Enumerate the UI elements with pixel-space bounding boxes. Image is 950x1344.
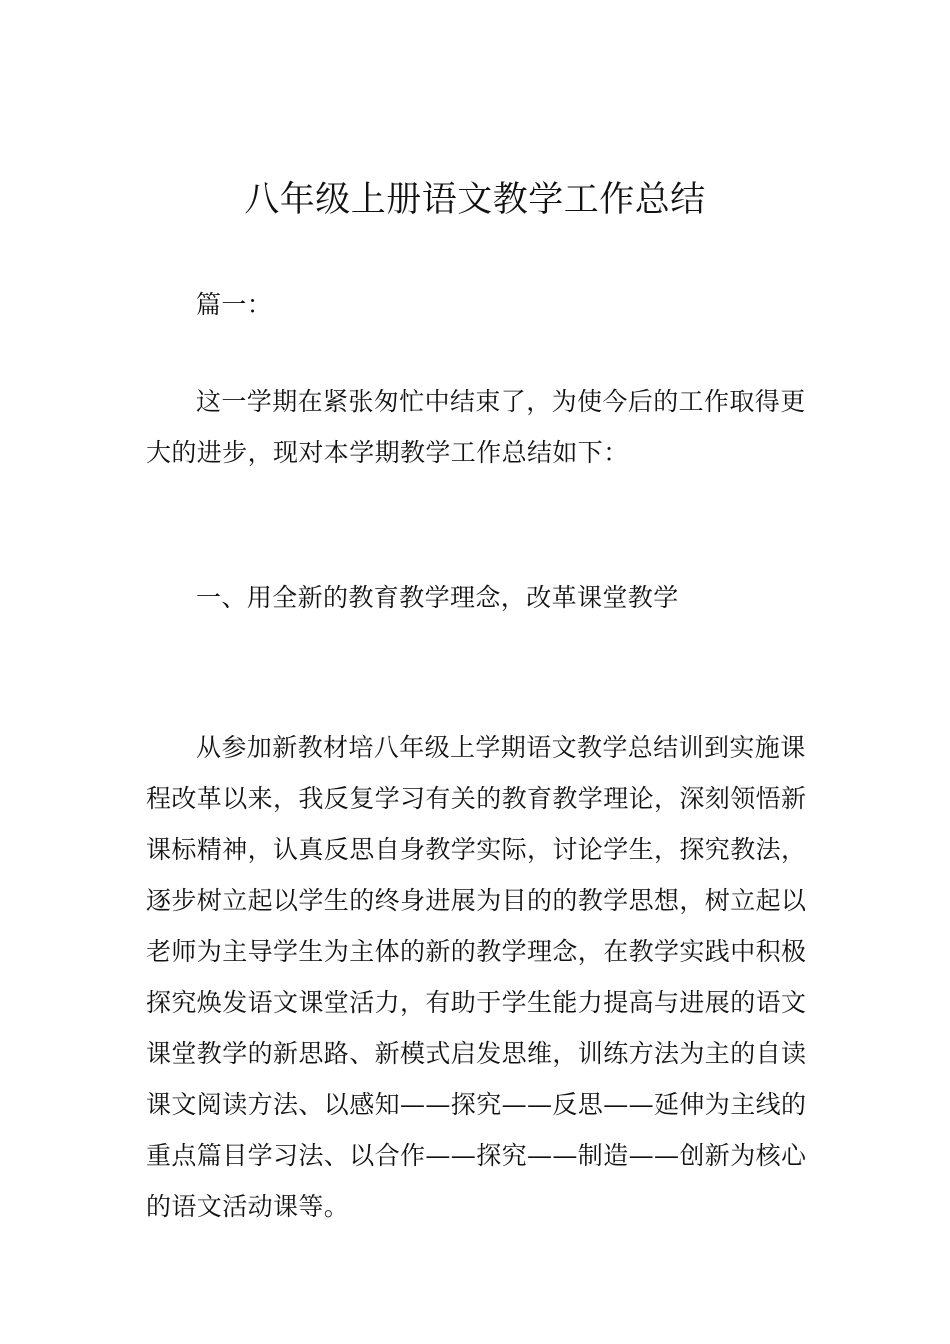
document-title: 八年级上册语文教学工作总结 (244, 180, 706, 220)
body-paragraph: 从参加新教材培八年级上学期语文教学总结训到实施课程改革以来，我反复学习有关的教育教学理论，深刻领悟新课标精神，认真反思自身教学实际，讨论学生，探究教法，逐步树立起以学生的终身进展为目的的教学思想，树立起以老师为主导学生为主体的新的教学理念，在教学实践中积极探究焕发语文课堂活力，有助于学生能力提高与进展的语文课堂教学的新思路、新模式启发思维，训练方法为主的自读课文阅读方法、以感知——探究——反思——延伸为主线的重点篇目学习法、以合作——探究——制造——创新为核心的语文活动课等。 (146, 733, 807, 1221)
section-heading: 一、用全新的教育教学理念，改革课堂教学 (196, 583, 679, 612)
section-label: 篇一： (196, 290, 273, 319)
intro-paragraph: 这一学期在紧张匆忙中结束了，为使今后的工作取得更大的进步，现对本学期教学工作总结如下： (146, 387, 806, 467)
